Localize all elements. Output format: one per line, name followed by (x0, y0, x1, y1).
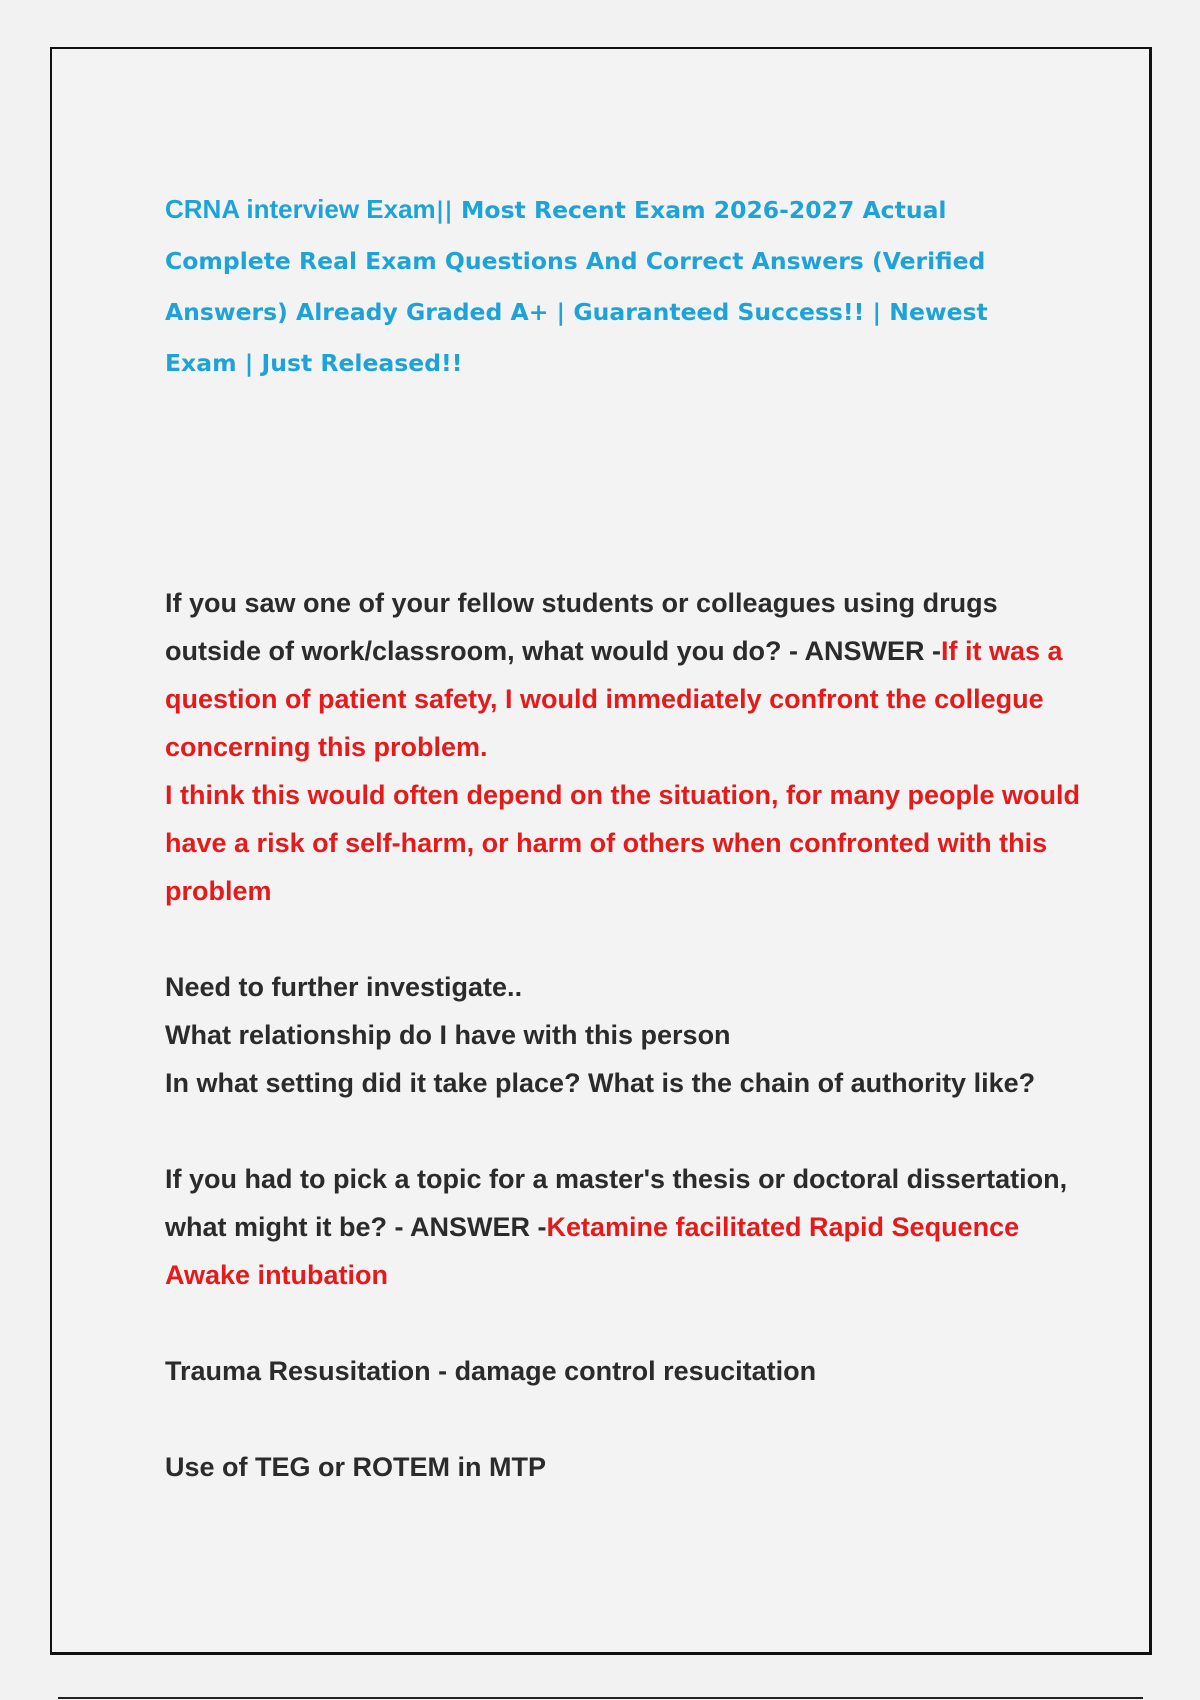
answer-1-line-2: I think this would often depend on the situation, for many people would have a risk of self-harm, or harm of others when confronted with this problem (165, 780, 1080, 906)
document-title (165, 184, 1005, 389)
spacer (165, 1299, 1085, 1347)
qa-content (165, 579, 1085, 1491)
title-rest: || Most Recent Exam 2026-2027 Actual Complete Real Exam Questions And Correct Answers (Verified Answers) Already Graded A+ | Guaranteed Success!! | Newest Exam | Just Released!! (165, 196, 988, 377)
answer-1-line-1: If it was a question of patient safety, I would immediately confront the collegue concerning this problem. (165, 636, 1063, 762)
question-1 (165, 579, 1085, 771)
bottom-rule (58, 1697, 1143, 1699)
question-2 (165, 1155, 1085, 1299)
note-1: Need to further investigate.. (165, 972, 523, 1002)
spacer (165, 1107, 1085, 1155)
spacer (165, 1395, 1085, 1443)
note-3: In what setting did it take place? What is the chain of authority like? (165, 1068, 1036, 1098)
question-2-text: If you had to pick a topic for a master's thesis or doctoral dissertation, what might it be? - ANSWER - (165, 1164, 1068, 1242)
question-1-text: If you saw one of your fellow students or colleagues using drugs outside of work/classroom, what would you do? - ANSWER - (165, 588, 998, 666)
title-lead: CRNA interview Exam (165, 194, 436, 224)
extra-topic-1: Trauma Resusitation - damage control resucitation (165, 1356, 817, 1386)
answer-2: Ketamine facilitated Rapid Sequence Awake intubation (165, 1212, 1020, 1290)
page-frame (50, 47, 1152, 1655)
spacer (165, 915, 1085, 963)
extra-topic-2: Use of TEG or ROTEM in MTP (165, 1452, 547, 1482)
note-2: What relationship do I have with this person (165, 1020, 731, 1050)
